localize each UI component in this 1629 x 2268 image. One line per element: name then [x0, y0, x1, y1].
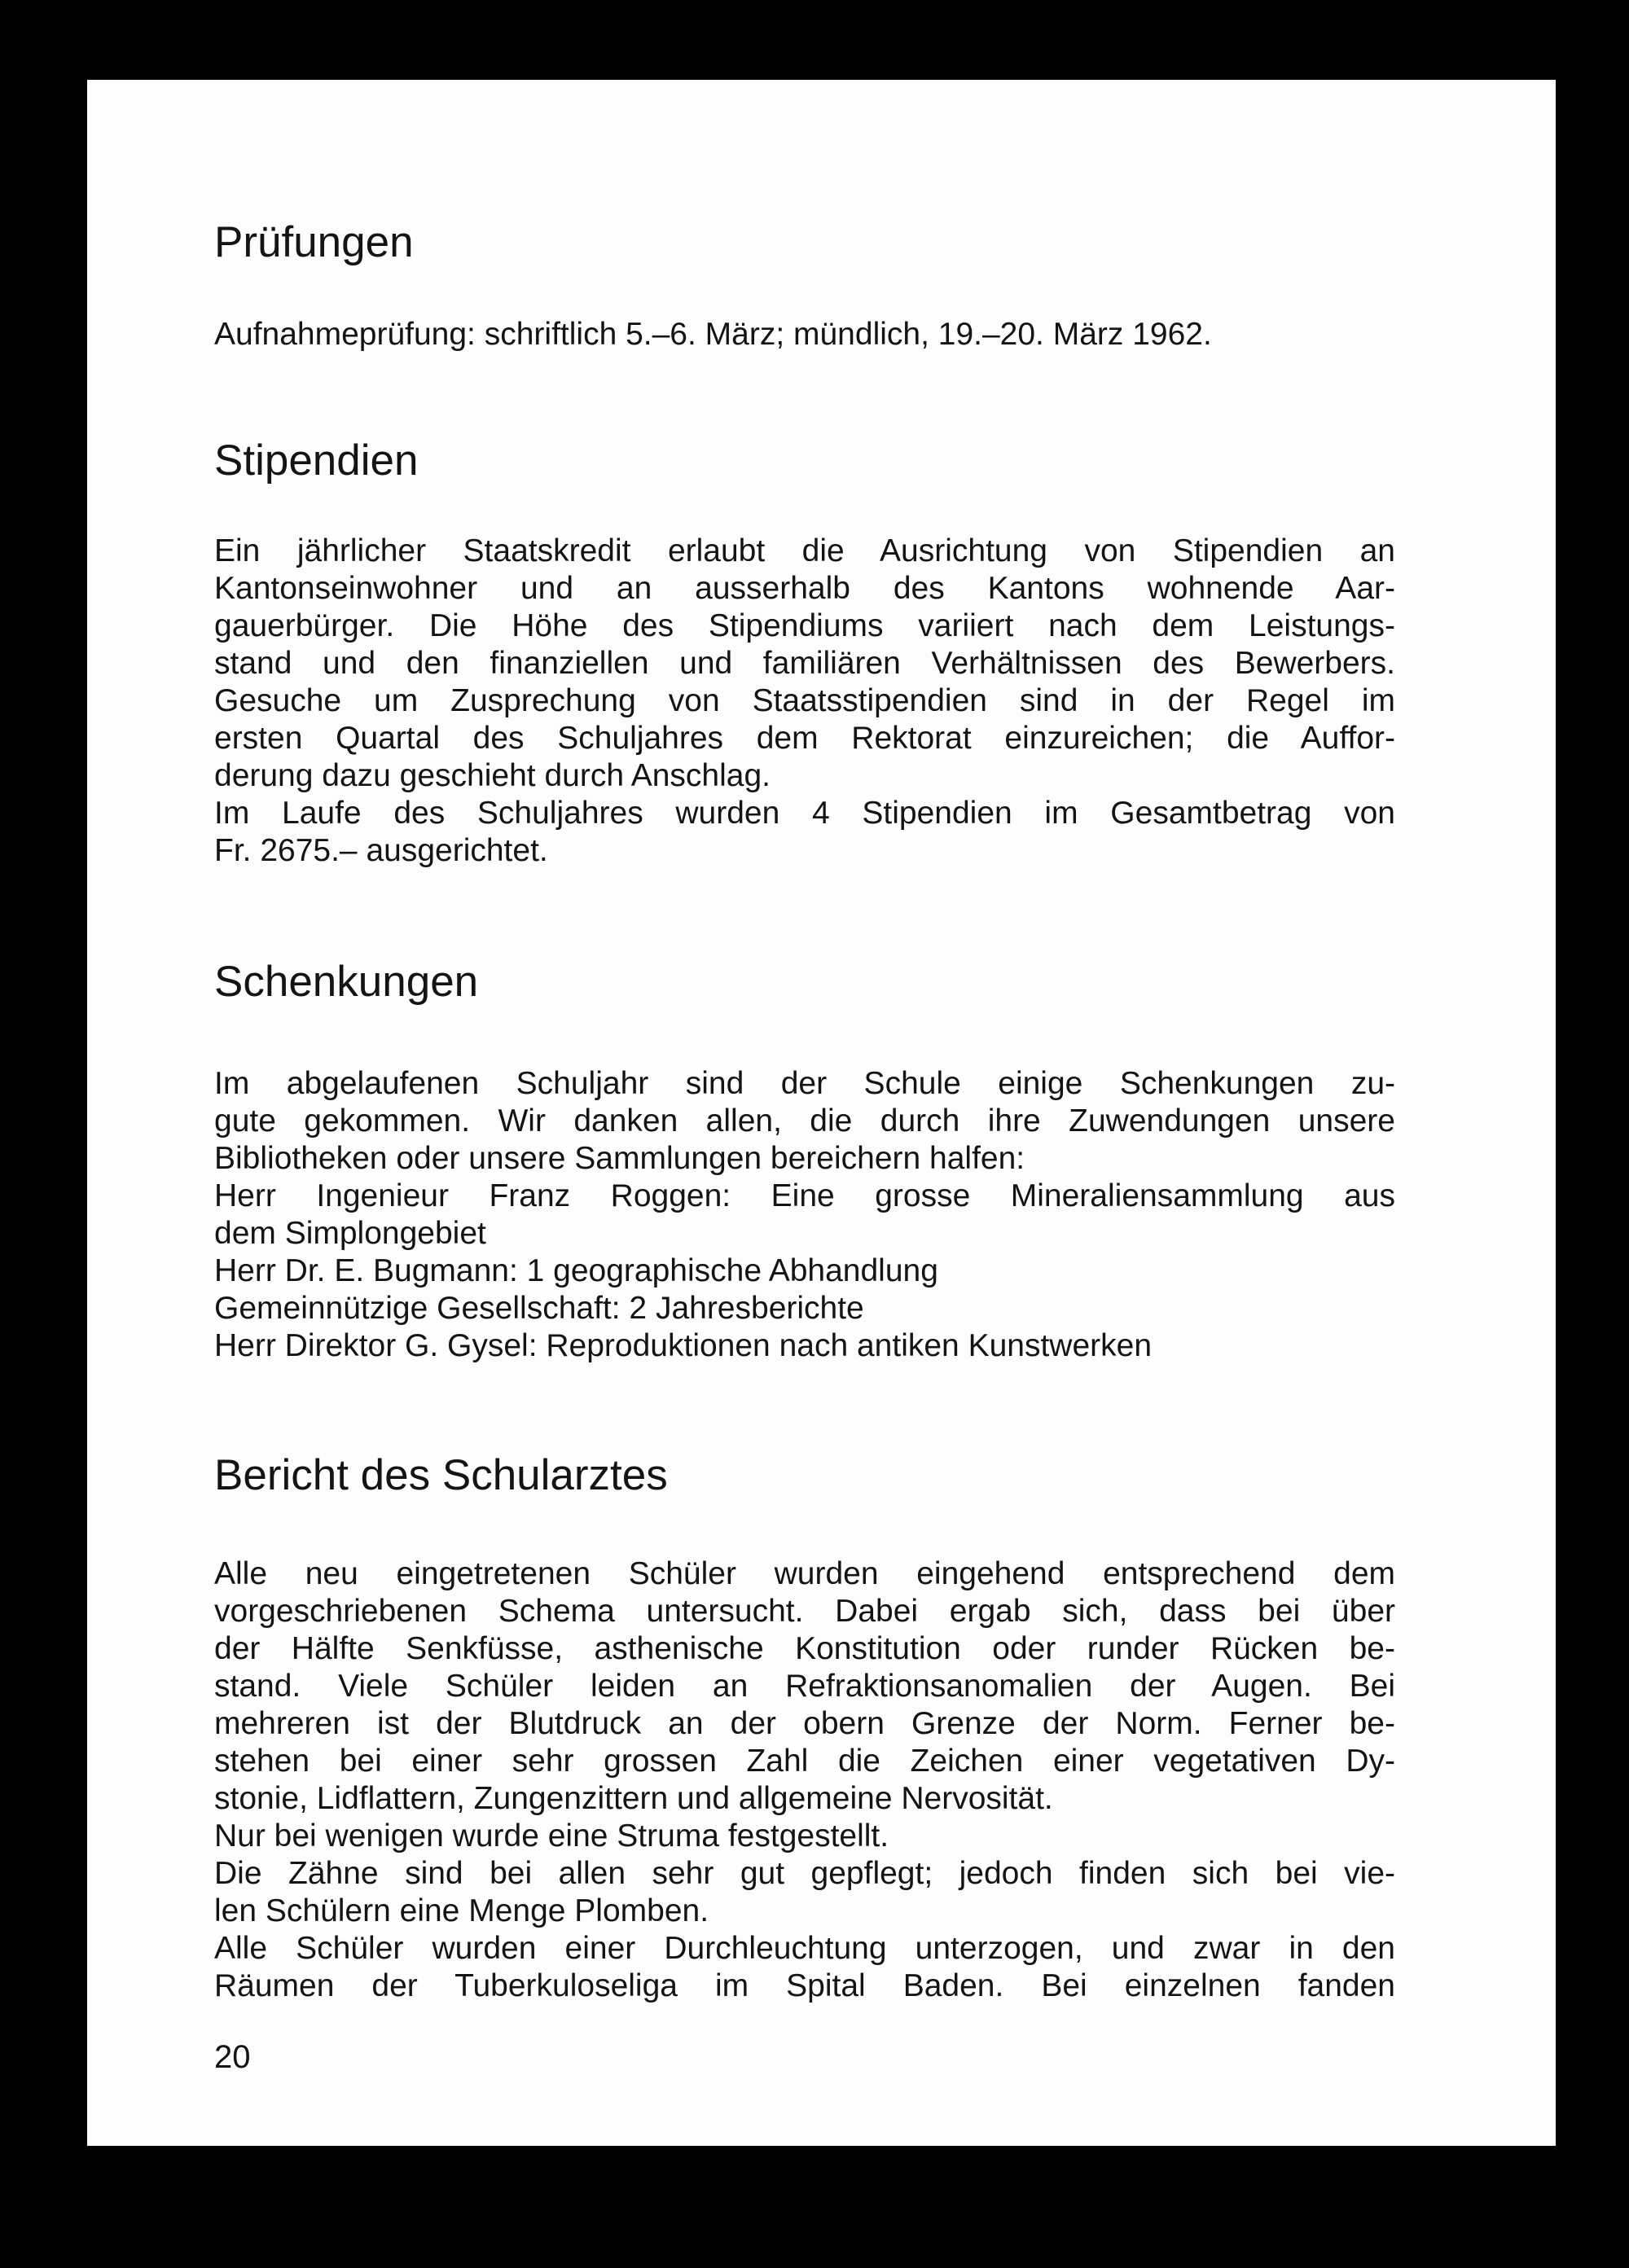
document-page	[87, 80, 1556, 2146]
heading-schenkungen: Schenkungen	[214, 958, 479, 1006]
text-line: Gesuche um Zusprechung von Staatsstipendien sind in der Regel im	[214, 683, 1395, 718]
text-line: gute gekommen. Wir danken allen, die durch ihre Zuwendungen unsere	[214, 1103, 1395, 1138]
heading-pruefungen: Prüfungen	[214, 218, 414, 266]
text-line: Gemeinnützige Gesellschaft: 2 Jahresberichte	[214, 1291, 864, 1326]
text-line: stehen bei einer sehr grossen Zahl die Zeichen einer vegetativen Dy-	[214, 1744, 1395, 1779]
text-line: Ein jährlicher Staatskredit erlaubt die Ausrichtung von Stipendien an	[214, 533, 1395, 568]
text-line: stand. Viele Schüler leiden an Refraktionsanomalien der Augen. Bei	[214, 1669, 1395, 1704]
text-line: Die Zähne sind bei allen sehr gut gepflegt; jedoch finden sich bei vie-	[214, 1856, 1395, 1891]
text-line: derung dazu geschieht durch Anschlag.	[214, 758, 771, 793]
text-line: stand und den finanziellen und familiären Verhältnissen des Bewerbers.	[214, 646, 1395, 681]
paragraph-schularzt	[214, 1555, 1395, 2005]
text-line: Fr. 2675.– ausgerichtet.	[214, 833, 548, 868]
heading-schularzt: Bericht des Schularztes	[214, 1451, 668, 1499]
paragraph-schenkungen	[214, 1065, 1395, 1365]
text-line: Bibliotheken oder unsere Sammlungen bereichern halfen:	[214, 1141, 1025, 1176]
text-line: gauerbürger. Die Höhe des Stipendiums variiert nach dem Leistungs-	[214, 608, 1395, 643]
text-line: Herr Dr. E. Bugmann: 1 geographische Abhandlung	[214, 1253, 938, 1288]
text-line: dem Simplongebiet	[214, 1216, 486, 1251]
heading-stipendien: Stipendien	[214, 436, 419, 485]
text-line: Im Laufe des Schuljahres wurden 4 Stipendien im Gesamtbetrag von	[214, 796, 1395, 831]
text-line: Herr Direktor G. Gysel: Reproduktionen nach antiken Kunstwerken	[214, 1328, 1153, 1363]
page-number: 20	[214, 2039, 251, 2075]
paragraph-pruefungen	[214, 316, 1395, 353]
text-line: Alle neu eingetretenen Schüler wurden eingehend entsprechend dem	[214, 1556, 1395, 1591]
text-line: Aufnahmeprüfung: schriftlich 5.–6. März; mündlich, 19.–20. März 1962.	[214, 317, 1212, 352]
paragraph-stipendien	[214, 533, 1395, 870]
text-line: Nur bei wenigen wurde eine Struma festgestellt.	[214, 1818, 889, 1853]
text-line: Kantonseinwohner und an ausserhalb des Kantons wohnende Aar-	[214, 571, 1395, 606]
text-line: stonie, Lidflattern, Zungenzittern und allgemeine Nervosität.	[214, 1781, 1053, 1816]
text-line: Im abgelaufenen Schuljahr sind der Schule einige Schenkungen zu-	[214, 1066, 1395, 1101]
text-line: Räumen der Tuberkuloseliga im Spital Baden. Bei einzelnen fanden	[214, 1968, 1395, 2003]
text-line: Herr Ingenieur Franz Roggen: Eine grosse Mineraliensammlung aus	[214, 1178, 1395, 1213]
text-line: ersten Quartal des Schuljahres dem Rektorat einzureichen; die Auffor-	[214, 721, 1395, 756]
text-line: der Hälfte Senkfüsse, asthenische Konstitution oder runder Rücken be-	[214, 1631, 1395, 1666]
text-line: vorgeschriebenen Schema untersucht. Dabei ergab sich, dass bei über	[214, 1594, 1395, 1629]
text-line: len Schülern eine Menge Plomben.	[214, 1893, 709, 1928]
text-line: Alle Schüler wurden einer Durchleuchtung unterzogen, und zwar in den	[214, 1931, 1395, 1966]
text-line: mehreren ist der Blutdruck an der obern Grenze der Norm. Ferner be-	[214, 1706, 1395, 1741]
